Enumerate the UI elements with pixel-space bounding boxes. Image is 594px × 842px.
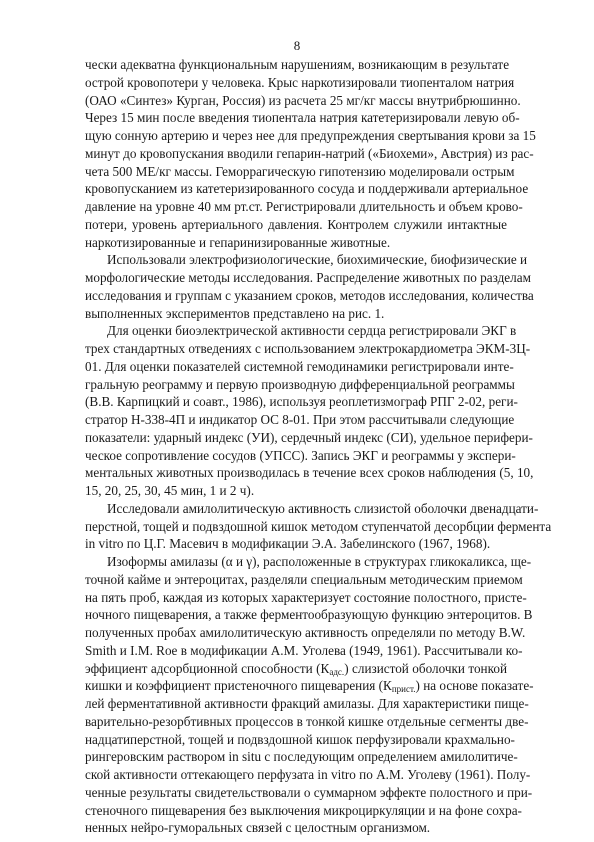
text-line: стеночного пищеварения без выключения микроциркуляции и на фоне сохра- (85, 802, 522, 818)
text-line: Использовали электрофизиологические, биохимические, биофизические и (107, 252, 528, 268)
text-line: ментальных животных производилась в течение всех сроков наблюдения (5, 10, (85, 465, 534, 481)
text-line: чета 500 МЕ/кг массы. Геморрагическую гипотензию моделировали острым (85, 163, 515, 179)
text-line: острой кровопотери у человека. Крыс наркотизировали тиопенталом натрия (85, 74, 515, 90)
text-line: Через 15 мин после введения тиопентала натрия катетеризировали левую об- (85, 110, 520, 126)
paragraph (85, 500, 552, 553)
text-line: давление на уровне 40 мм рт.ст. Регистрировали длительность и объем крово- (85, 199, 523, 214)
text-line: рингеровским раствором in situ с последующим определением амилолитиче- (85, 749, 518, 765)
text-line: 01. Для оценки показателей системной гемодинамики регистрировали инте- (85, 358, 514, 374)
text-line: трех стандартных отведениях с использованием электрокардиометра ЭКМ-3Ц- (85, 341, 531, 356)
text-line: полученных пробах амилолитическую активность определяли по методу B.W. (85, 625, 526, 640)
text-line: наркотизированные и гепаринизированные животные. (85, 234, 391, 250)
paragraph (85, 251, 534, 322)
text-line: точной кайме и энтероцитах, разделяли специальным методическим приемом (85, 571, 523, 587)
text-line: щую сонную артерию и через нее для предупреждения свертывания крови за 15 (85, 128, 536, 143)
subscript: адс. (329, 666, 345, 677)
text-line: перстной, тощей и подвздошной кишок методом ступенчатой десорбции фермента (85, 518, 552, 534)
text-line: показатели: ударный индекс (УИ), сердечный индекс (СИ), удельное перифери- (85, 429, 533, 445)
text-line: Исследовали амилолитическую активность слизистой оболочки двенадцати- (107, 500, 539, 516)
text-line: лей ферментативной активности фракций амилазы. Для характеристики пище- (85, 696, 529, 711)
subscript: прист. (391, 684, 416, 695)
text-line: стратор Н-338-4П и индикатор ОС 8-01. При этом рассчитывали следующие (85, 412, 515, 427)
text-line: ской активности оттекающего перфузата in vitro по А.М. Уголеву (1961). Полу- (85, 767, 531, 782)
text-line: ченные результаты свидетельствовали о суммарном эффекте полостного и при- (85, 784, 533, 800)
text-line: 15, 20, 25, 30, 45 мин, 1 и 2 ч). (85, 483, 255, 498)
text-line: на пять проб, каждая из которых характеризует состояние полостного, присте- (85, 589, 527, 605)
text-line: Для оценки биоэлектрической активности сердца регистрировали ЭКГ в (107, 323, 517, 339)
text-line: чески адекватна функциональным нарушениям, возникающим в результате (85, 57, 510, 72)
body-text (85, 56, 552, 837)
text-line: гральную реограмму и первую производную дифференциальной реограммы (85, 376, 515, 392)
text-line: ческое сопротивление сосудов (УПСС). Запись ЭКГ и реограммы у экспери- (85, 447, 516, 463)
text-line: in vitro по Ц.Г. Масевич в модификации Э.А. Забелинского (1967, 1968). (85, 536, 491, 552)
page-number: 8 (293, 38, 301, 53)
text-line: кровопусканием из катетеризированного сосуда и поддерживали артериальное (85, 181, 529, 197)
paragraph (85, 322, 534, 500)
text-line: (ОАО «Синтез» Курган, Россия) из расчета 25 мг/кг массы внутрибрюшинно. (85, 92, 521, 108)
text-line: минут до кровопускания вводили гепарин-натрий («Биохеми», Австрия) из рас- (85, 145, 534, 161)
text-line: эффициент адсорбционной способности $(К_{адс.})$ слизистой оболочки тонкой (85, 660, 508, 677)
text-line: выполненных экспериментов представлено на рис. 1. (85, 305, 385, 321)
text-line: надцатиперстной, тощей и подвздошной кишок перфузировали крахмально- (85, 731, 515, 747)
text-line: исследования и группам с указанием сроков, методов исследования, количества (85, 287, 534, 303)
text-line: (В.В. Карпицкий и соавт., 1986), используя реоплетизмограф РПГ 2-02, реги- (85, 394, 518, 410)
text-line: Изоформы амилазы (α и γ), расположенные в структурах гликокаликса, ще- (107, 554, 532, 569)
text-line: потери, уровень артериального давления. Контролем служили интактные (85, 216, 507, 232)
paragraph (85, 56, 536, 251)
paragraph (85, 553, 534, 837)
text-line: кишки и коэффициент пристеночного пищеварения $(К_{прист.})$ на основе показате- (85, 678, 534, 695)
text-line: ночного пищеварения, а также ферментообразующую функцию энтероцитов. В (85, 607, 533, 623)
text-line: морфологические методы исследования. Распределение животных по разделам (85, 270, 531, 285)
text-line: ненных нейро-гуморальных связей с целостным организмом. (85, 820, 431, 836)
text-line: варительно-резорбтивных процессов в тонкой кишке отдельные сегменты две- (85, 713, 529, 729)
text-line: Smith и I.M. Roe в модификации А.М. Уголева (1949, 1961). Рассчитывали ко- (85, 642, 523, 658)
